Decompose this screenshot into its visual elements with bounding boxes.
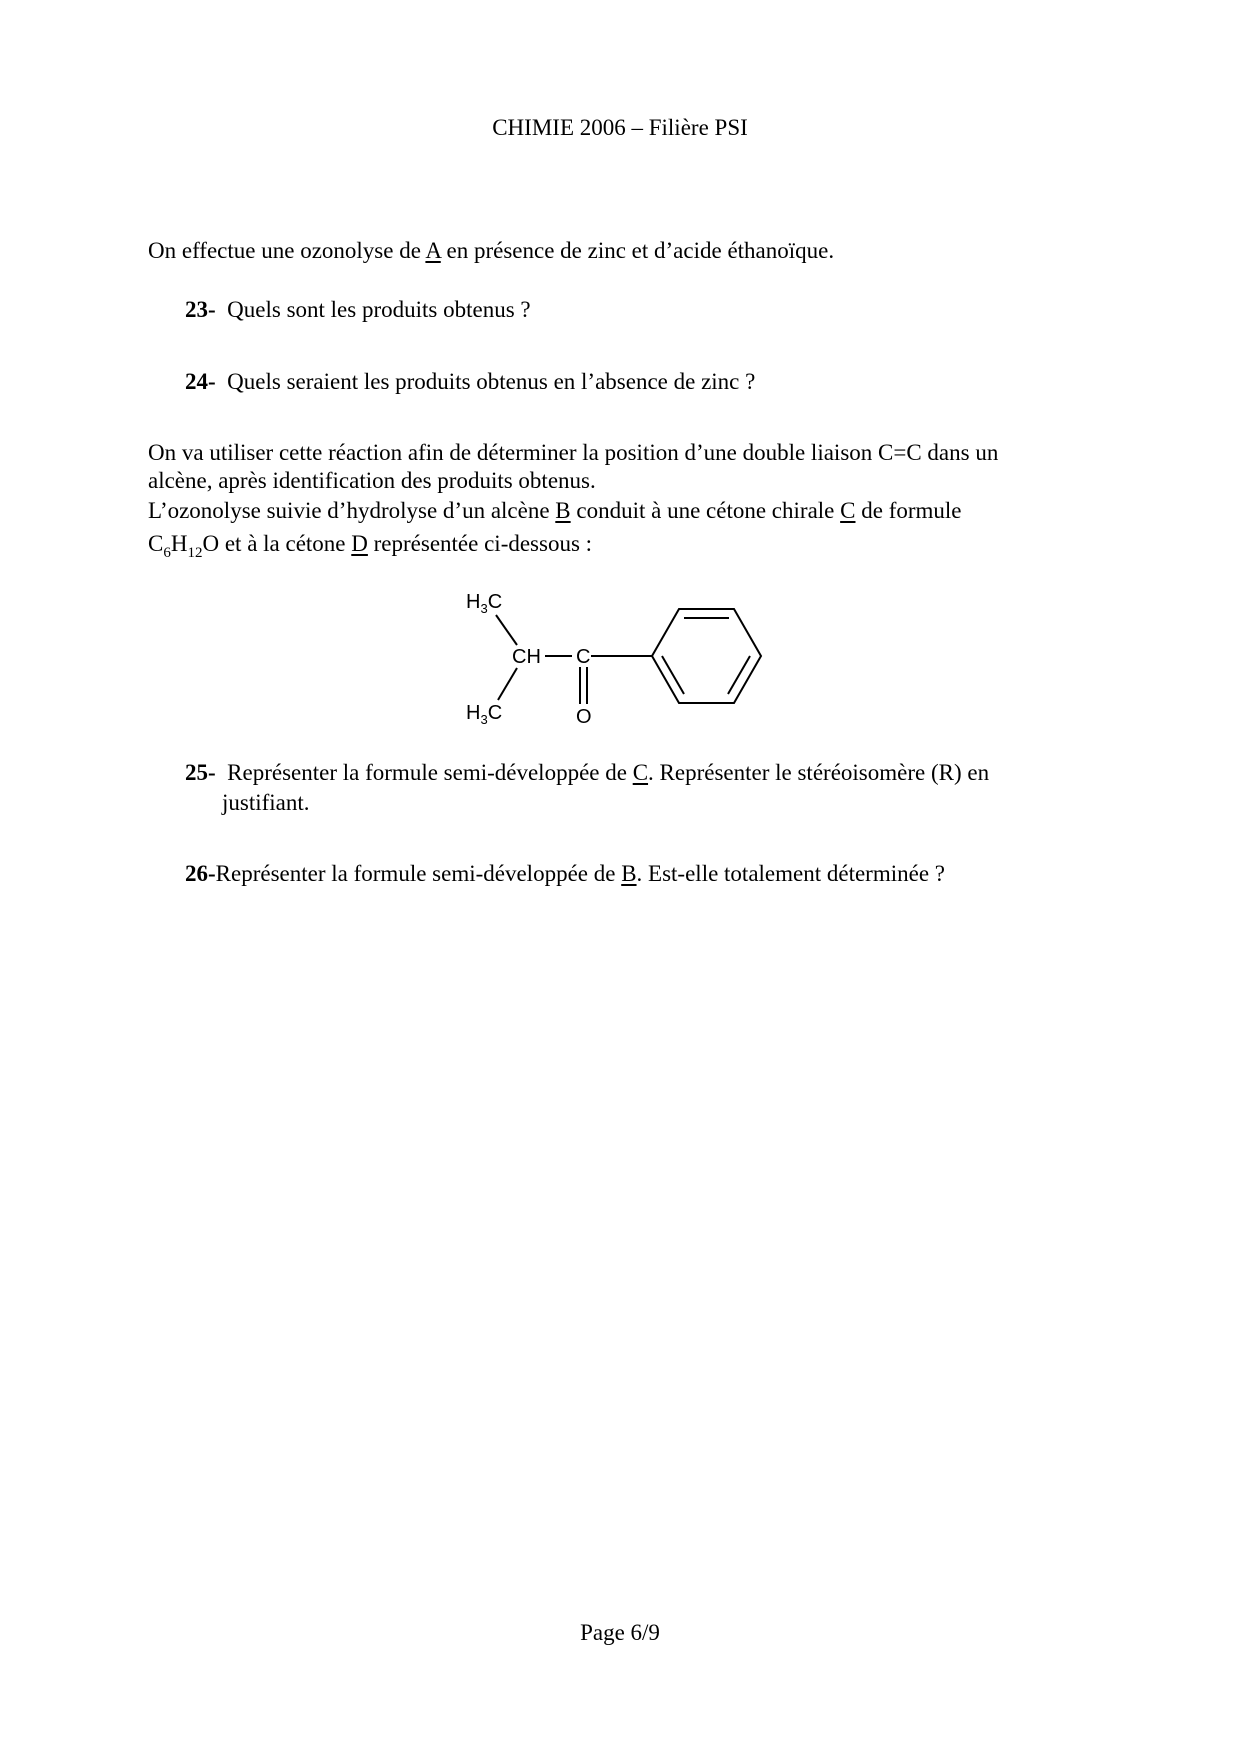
compound-d-label: D (351, 531, 368, 556)
compound-a-label: A (425, 238, 441, 263)
paragraph-text: de formule (855, 498, 962, 523)
paragraph-text: représentée ci-dessous : (367, 531, 593, 556)
oxygen-label: O (576, 706, 592, 728)
compound-b-label: B (621, 861, 637, 886)
question-text: Quels sont les produits obtenus ? (227, 297, 531, 322)
bond-methyl-top (496, 615, 517, 645)
question-text: Quels seraient les produits obtenus en l’absence de zinc ? (227, 369, 756, 394)
ch-label: CH (512, 646, 541, 668)
intro-text-before: On effectue une ozonolyse de (148, 238, 426, 263)
paragraph-text: L’ozonolyse suivie d’hydrolyse d’un alcène (148, 498, 556, 523)
paragraph-line-3 (148, 497, 962, 524)
page-number: Page 6/9 (580, 1620, 660, 1645)
paragraph-line-2: alcène, après identification des produits obtenus. (148, 468, 596, 493)
question-number: 23- (185, 297, 216, 322)
compound-c-label: C (632, 760, 649, 785)
compound-b-label: B (555, 498, 571, 523)
question-number: 26- (185, 861, 216, 886)
paragraph-text: conduit à une cétone chirale (570, 498, 841, 523)
page-header: CHIMIE 2006 – Filière PSI (492, 115, 748, 140)
question-25-line-2: justifiant. (222, 790, 310, 815)
question-23 (185, 296, 531, 323)
compound-c-label: C (840, 498, 856, 523)
benzene-double-bond-right (728, 656, 750, 694)
question-text: Représenter la formule semi-développée de (215, 861, 622, 886)
question-26 (185, 860, 945, 887)
benzene-ring (652, 609, 761, 703)
question-text: Représenter la formule semi-développée de (227, 760, 633, 785)
question-number: 25- (185, 760, 216, 785)
formula-h: H (170, 531, 188, 556)
question-text: . Représenter le stéréoisomère (R) en (648, 760, 990, 785)
formula-c-subscript: 6 (163, 545, 171, 561)
question-25 (185, 759, 989, 786)
methyl-bottom-label: $H_3C$ (466, 702, 503, 727)
paragraph-line-1: On va utiliser cette réaction afin de déterminer la position d’une double liaison C=C dans un (148, 440, 999, 465)
carbonyl-carbon-label: C (576, 646, 591, 668)
formula-c: C (148, 531, 164, 556)
question-number: 24- (185, 369, 216, 394)
intro-line (148, 237, 834, 264)
intro-text-after: en présence de zinc et d’acide éthanoïque. (440, 238, 835, 263)
ketone-d-structure (440, 580, 800, 730)
benzene-double-bond-left (662, 656, 684, 694)
question-24 (185, 368, 755, 395)
formula-h-subscript: 12 (187, 545, 203, 561)
question-text: . Est-elle totalement déterminée ? (636, 861, 945, 886)
bond-methyl-bottom (498, 668, 517, 700)
methyl-top-label: $H_3C$ (466, 591, 503, 616)
paragraph-line-4 (148, 530, 593, 561)
paragraph-text: et à la cétone (219, 531, 352, 556)
formula-o: O (202, 531, 220, 556)
